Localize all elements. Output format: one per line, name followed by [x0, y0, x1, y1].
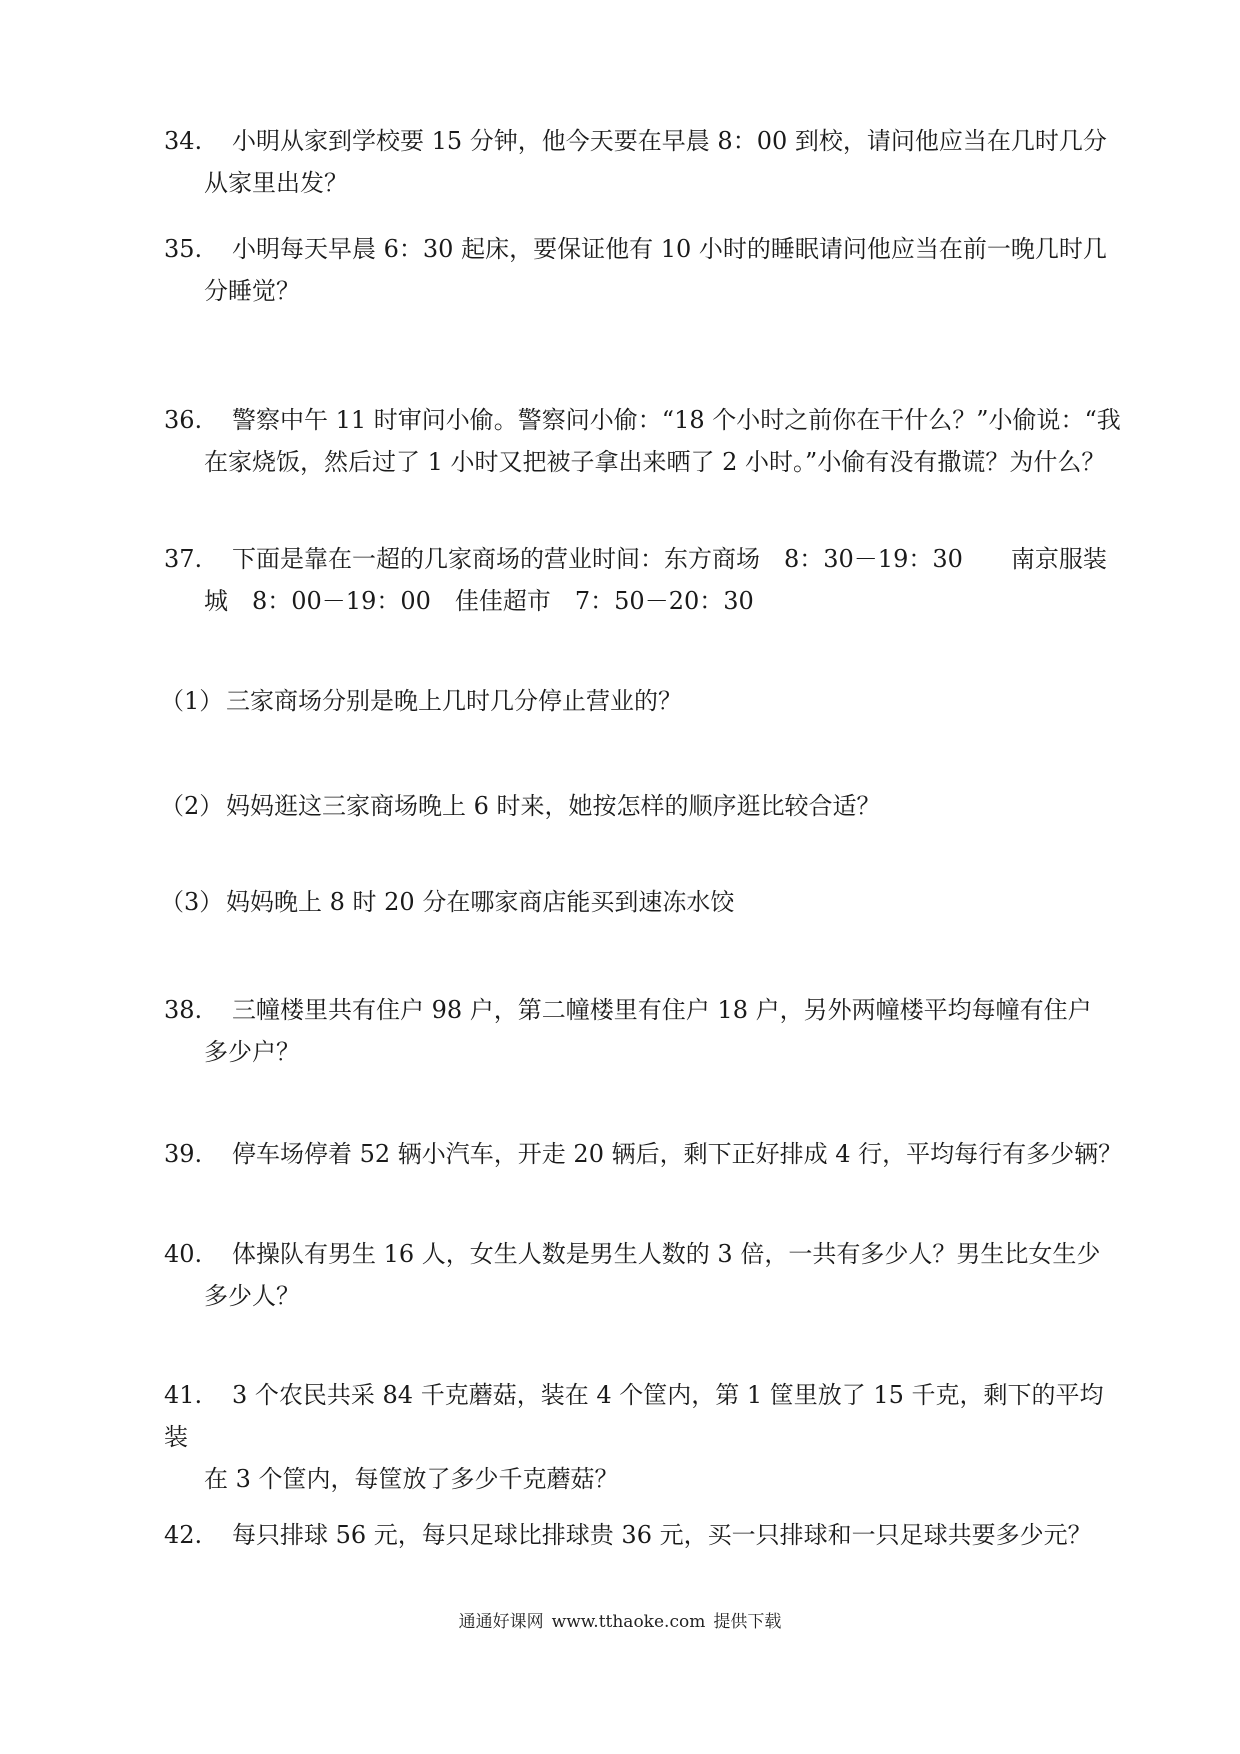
question-text-line1: 体操队有男生 16 人，女生人数是男生人数的 3 倍，一共有多少人？男生比女生少 [232, 1240, 1101, 1268]
question-text-line1: 每只排球 56 元，每只足球比排球贵 36 元，买一只排球和一只足球共要多少元？ [232, 1521, 1092, 1549]
question-text-line2: 城 8：00－19：00 佳佳超市 7：50－20：30 [204, 587, 754, 615]
subquestion-3 [160, 881, 1120, 923]
footer-site-name: 通通好课网 [458, 1612, 544, 1632]
question-number: 34. [164, 127, 203, 155]
question-text-line2: 多少户？ [204, 1038, 300, 1066]
question-41 [164, 1374, 1124, 1500]
question-40 [164, 1233, 1124, 1317]
question-37 [164, 538, 1124, 622]
question-39 [164, 1133, 1124, 1175]
question-text-line2: 分睡觉？ [204, 277, 300, 305]
question-text-line1: 3 个农民共采 84 千克蘑菇，装在 4 个筐内，第 1 筐里放了 15 千克，剩下的平均装 [164, 1381, 1104, 1451]
subquestion-2 [160, 785, 1120, 827]
question-34 [164, 120, 1124, 204]
question-number: 42. [164, 1521, 203, 1549]
footer-url[interactable]: www.tthaoke.com [551, 1612, 706, 1632]
subquestion-text: 妈妈晚上 8 时 20 分在哪家商店能买到速冻水饺 [226, 888, 735, 916]
subquestion-text: 妈妈逛这三家商场晚上 6 时来，她按怎样的顺序逛比较合适？ [226, 792, 881, 820]
question-number: 41. [164, 1381, 203, 1409]
question-35 [164, 228, 1124, 312]
subquestion-number: （3） [160, 888, 224, 916]
question-text-line2: 多少人？ [204, 1282, 300, 1310]
subquestion-text: 三家商场分别是晚上几时几分停止营业的？ [226, 687, 682, 715]
question-text-line1: 三幢楼里共有住户 98 户，第二幢楼里有住户 18 户，另外两幢楼平均每幢有住户 [232, 996, 1092, 1024]
question-number: 40. [164, 1240, 203, 1268]
question-number: 38. [164, 996, 203, 1024]
question-text-line1: 停车场停着 52 辆小汽车，开走 20 辆后，剩下正好排成 4 行，平均每行有多少辆？ [232, 1140, 1123, 1168]
question-text-line1: 警察中午 11 时审问小偷。警察问小偷：“18 个小时之前你在干什么？”小偷说：“我 [232, 406, 1121, 434]
question-text-line1: 下面是靠在一超的几家商场的营业时间：东方商场 8：30－19：30 南京服装 [232, 545, 1107, 573]
question-text-line2: 从家里出发？ [204, 169, 348, 197]
page-footer [0, 1610, 1240, 1634]
question-text-line1: 小明从家到学校要 15 分钟，他今天要在早晨 8：00 到校，请问他应当在几时几分 [232, 127, 1107, 155]
subquestion-1 [160, 680, 1120, 722]
question-number: 37. [164, 545, 203, 573]
question-number: 36. [164, 406, 203, 434]
question-36 [164, 399, 1124, 483]
question-38 [164, 989, 1124, 1073]
question-text-line2: 在家烧饭，然后过了 1 小时又把被子拿出来晒了 2 小时。”小偷有没有撒谎？为什么？ [204, 448, 1106, 476]
footer-suffix: 提供下载 [713, 1612, 782, 1632]
question-number: 35. [164, 235, 203, 263]
question-text-line2: 在 3 个筐内，每筐放了多少千克蘑菇？ [204, 1465, 619, 1493]
question-42 [164, 1514, 1124, 1556]
subquestion-number: （2） [160, 792, 224, 820]
question-text-line1: 小明每天早晨 6：30 起床，要保证他有 10 小时的睡眠请问他应当在前一晚几时几 [232, 235, 1107, 263]
question-number: 39. [164, 1140, 203, 1168]
subquestion-number: （1） [160, 687, 224, 715]
